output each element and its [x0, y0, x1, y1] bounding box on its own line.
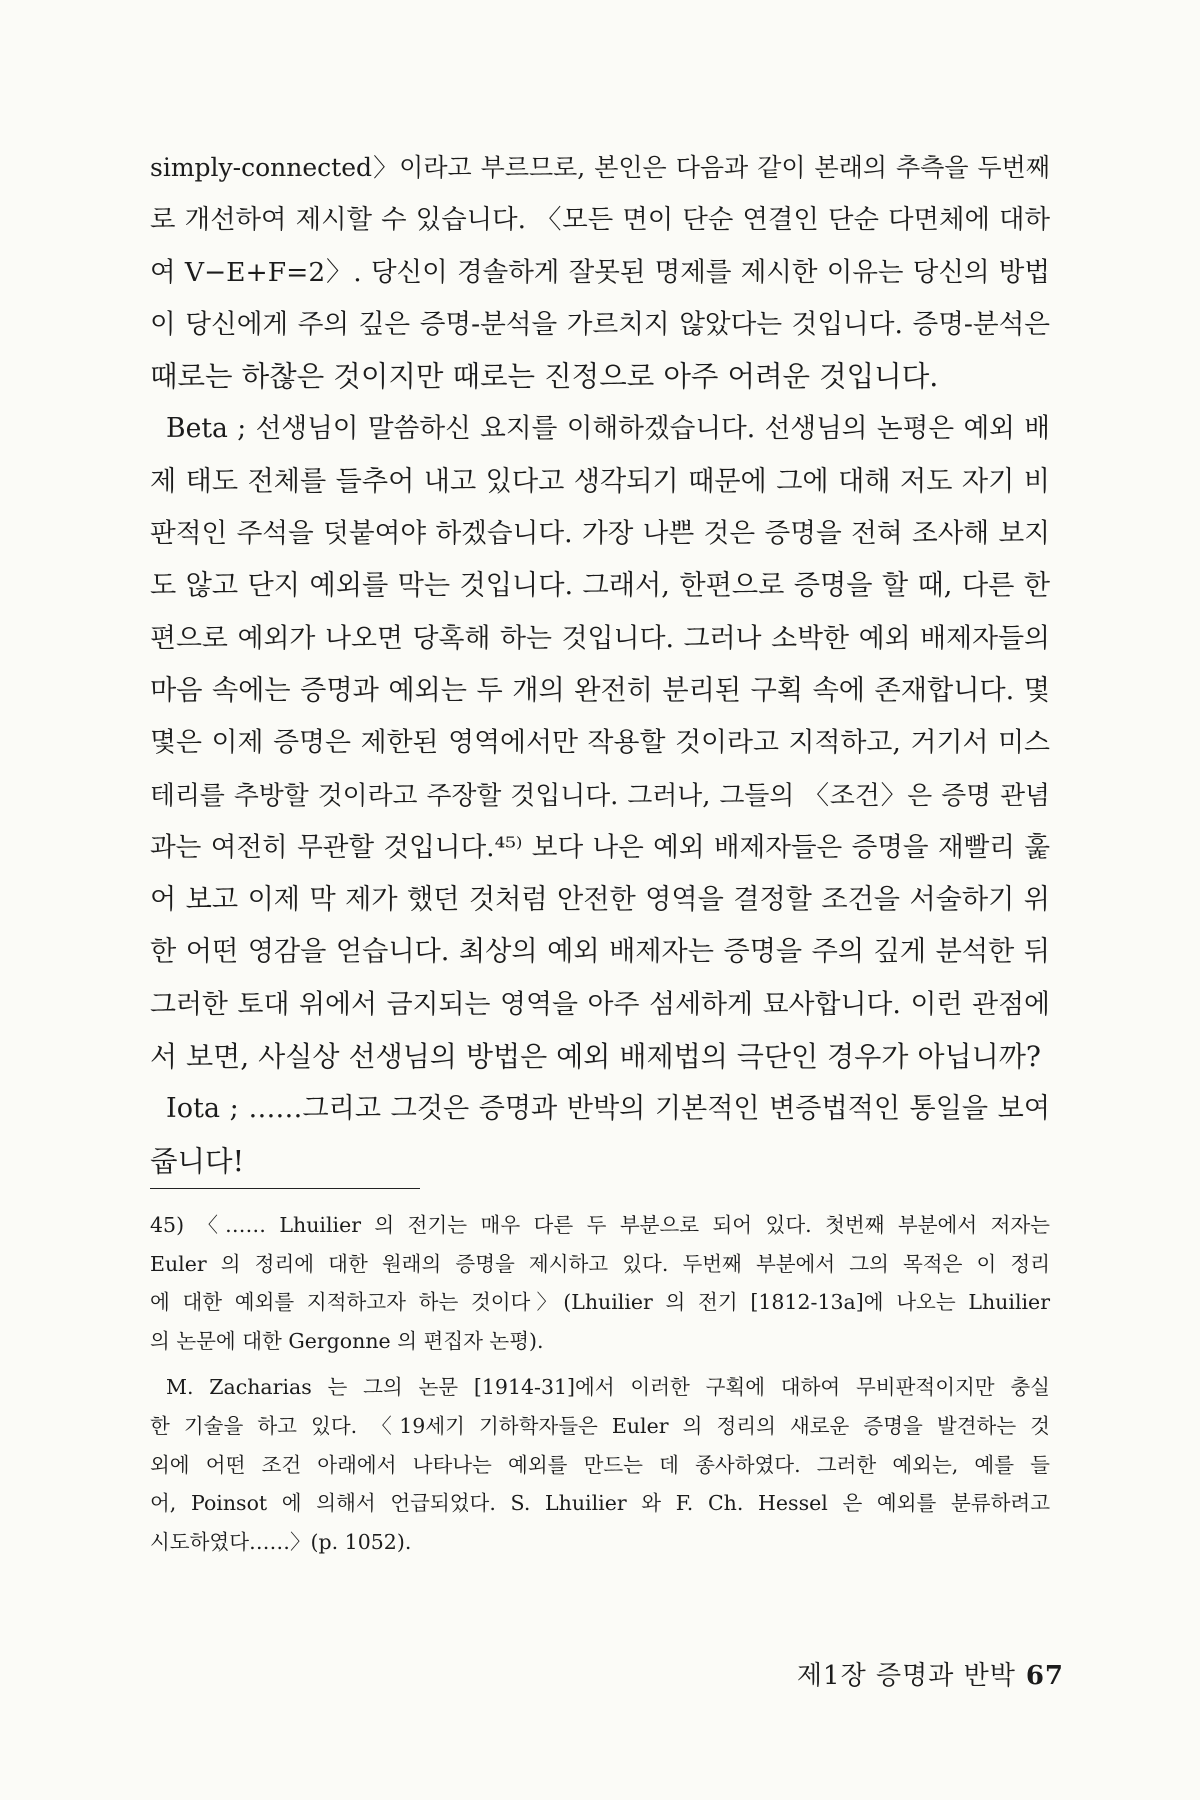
- text-line: 이 당신에게 주의 깊은 증명-분석을 가르치지 않았다는 것입니다. 증명-분석은: [150, 308, 1050, 340]
- text-line: 한 어떤 영감을 얻습니다. 최상의 예외 배제자는 증명을 주의 깊게 분석한 뒤: [150, 936, 1050, 968]
- footnote-line: Euler 의 정리에 대한 원래의 증명을 제시하고 있다. 두번째 부분에서 그의 목적은 이 정리: [150, 1251, 1050, 1276]
- footnote-line: 에 대한 예외를 지적하고자 하는 것이다〉(Lhuilier 의 전기 [1812-13a]에 나오는 Lhuilier: [150, 1290, 1050, 1315]
- text-line: 로 개선하여 제시할 수 있습니다. 〈모든 면이 단순 연결인 단순 다면체에 대하: [150, 205, 1050, 236]
- text-line: simply-connected〉이라고 부르므로, 본인은 다음과 같이 본래의 추측을 두번째: [150, 153, 1050, 182]
- page-number: 67: [1025, 1661, 1064, 1691]
- text-line: 마음 속에는 증명과 예외는 두 개의 완전히 분리된 구획 속에 존재합니다. 몇: [150, 674, 1050, 706]
- text-line: 편으로 예외가 나오면 당혹해 하는 것입니다. 그러나 소박한 예외 배제자들의: [150, 622, 1050, 654]
- text-line: 서 보면, 사실상 선생님의 방법은 예외 배제법의 극단인 경우가 아닙니까?: [150, 1040, 1041, 1074]
- text-line: 테리를 추방할 것이라고 주장할 것입니다. 그러나, 그들의 〈조건〉은 증명 관념: [150, 780, 1050, 811]
- footnote-line: 어, Poinsot 에 의해서 언급되었다. S. Lhuilier 와 F. Ch. Hessel 은 예외를 분류하려고: [150, 1491, 1050, 1516]
- footnote-line: 외에 어떤 조건 아래에서 나타나는 예외를 만드는 데 종사하였다. 그러한 예외는, 예를 들: [150, 1452, 1050, 1477]
- chapter-title: 제1장 증명과 반박: [796, 1661, 1016, 1691]
- footnote-line: M. Zacharias 는 그의 논문 [1914-31]에서 이러한 구획에 대하여 무비판적이지만 충실: [166, 1375, 1050, 1400]
- footnote-line: 의 논문에 대한 Gergonne 의 편집자 논평).: [150, 1328, 544, 1353]
- text-line: 판적인 주석을 덧붙여야 하겠습니다. 가장 나쁜 것은 증명을 전혀 조사해 보지: [150, 518, 1050, 550]
- text-line: 어 보고 이제 막 제가 했던 것처럼 안전한 영역을 결정할 조건을 서술하기 위: [150, 884, 1050, 916]
- footnotes: [150, 1206, 1050, 1561]
- body-text: [150, 142, 1050, 1188]
- footnote-divider: [150, 1188, 420, 1189]
- footnote-line: 45) 〈…… Lhuilier 의 전기는 매우 다른 두 부분으로 되어 있다. 첫번째 부분에서 저자는: [150, 1213, 1050, 1237]
- text-line: Beta ; 선생님이 말씀하신 요지를 이해하겠습니다. 선생님의 논평은 예외 배: [166, 413, 1050, 445]
- text-line: 제 태도 전체를 들추어 내고 있다고 생각되기 때문에 그에 대해 저도 자기 비: [150, 465, 1050, 497]
- text-line: 과는 여전히 무관할 것입니다.⁴⁵⁾ 보다 나은 예외 배제자들은 증명을 재빨리 훑: [150, 831, 1050, 863]
- text-line: 도 않고 단지 예외를 막는 것입니다. 그래서, 한편으로 증명을 할 때, 다른 한: [150, 570, 1050, 602]
- footnote-line: 한 기술을 하고 있다. 〈19세기 기하학자들은 Euler 의 정리의 새로운 증명을 발견하는 것: [150, 1413, 1050, 1438]
- footnote-line: 시도하였다……〉(p. 1052).: [150, 1529, 412, 1554]
- text-line: 때로는 하찮은 것이지만 때로는 진정으로 아주 어려운 것입니다.: [150, 360, 939, 394]
- text-line: 그러한 토대 위에서 금지되는 영역을 아주 섬세하게 묘사합니다. 이런 관점에: [150, 988, 1050, 1020]
- text-line: Iota ; ……그리고 그것은 증명과 반박의 기본적인 변증법적인 통일을 보여: [166, 1093, 1050, 1125]
- text-line: 몇은 이제 증명은 제한된 영역에서만 작용할 것이라고 지적하고, 거기서 미스: [150, 727, 1050, 759]
- page-footer: [797, 1655, 1064, 1692]
- text-line: 줍니다!: [150, 1144, 245, 1178]
- text-line: 여 V−E+F=2〉. 당신이 경솔하게 잘못된 명제를 제시한 이유는 당신의 방법: [150, 256, 1050, 288]
